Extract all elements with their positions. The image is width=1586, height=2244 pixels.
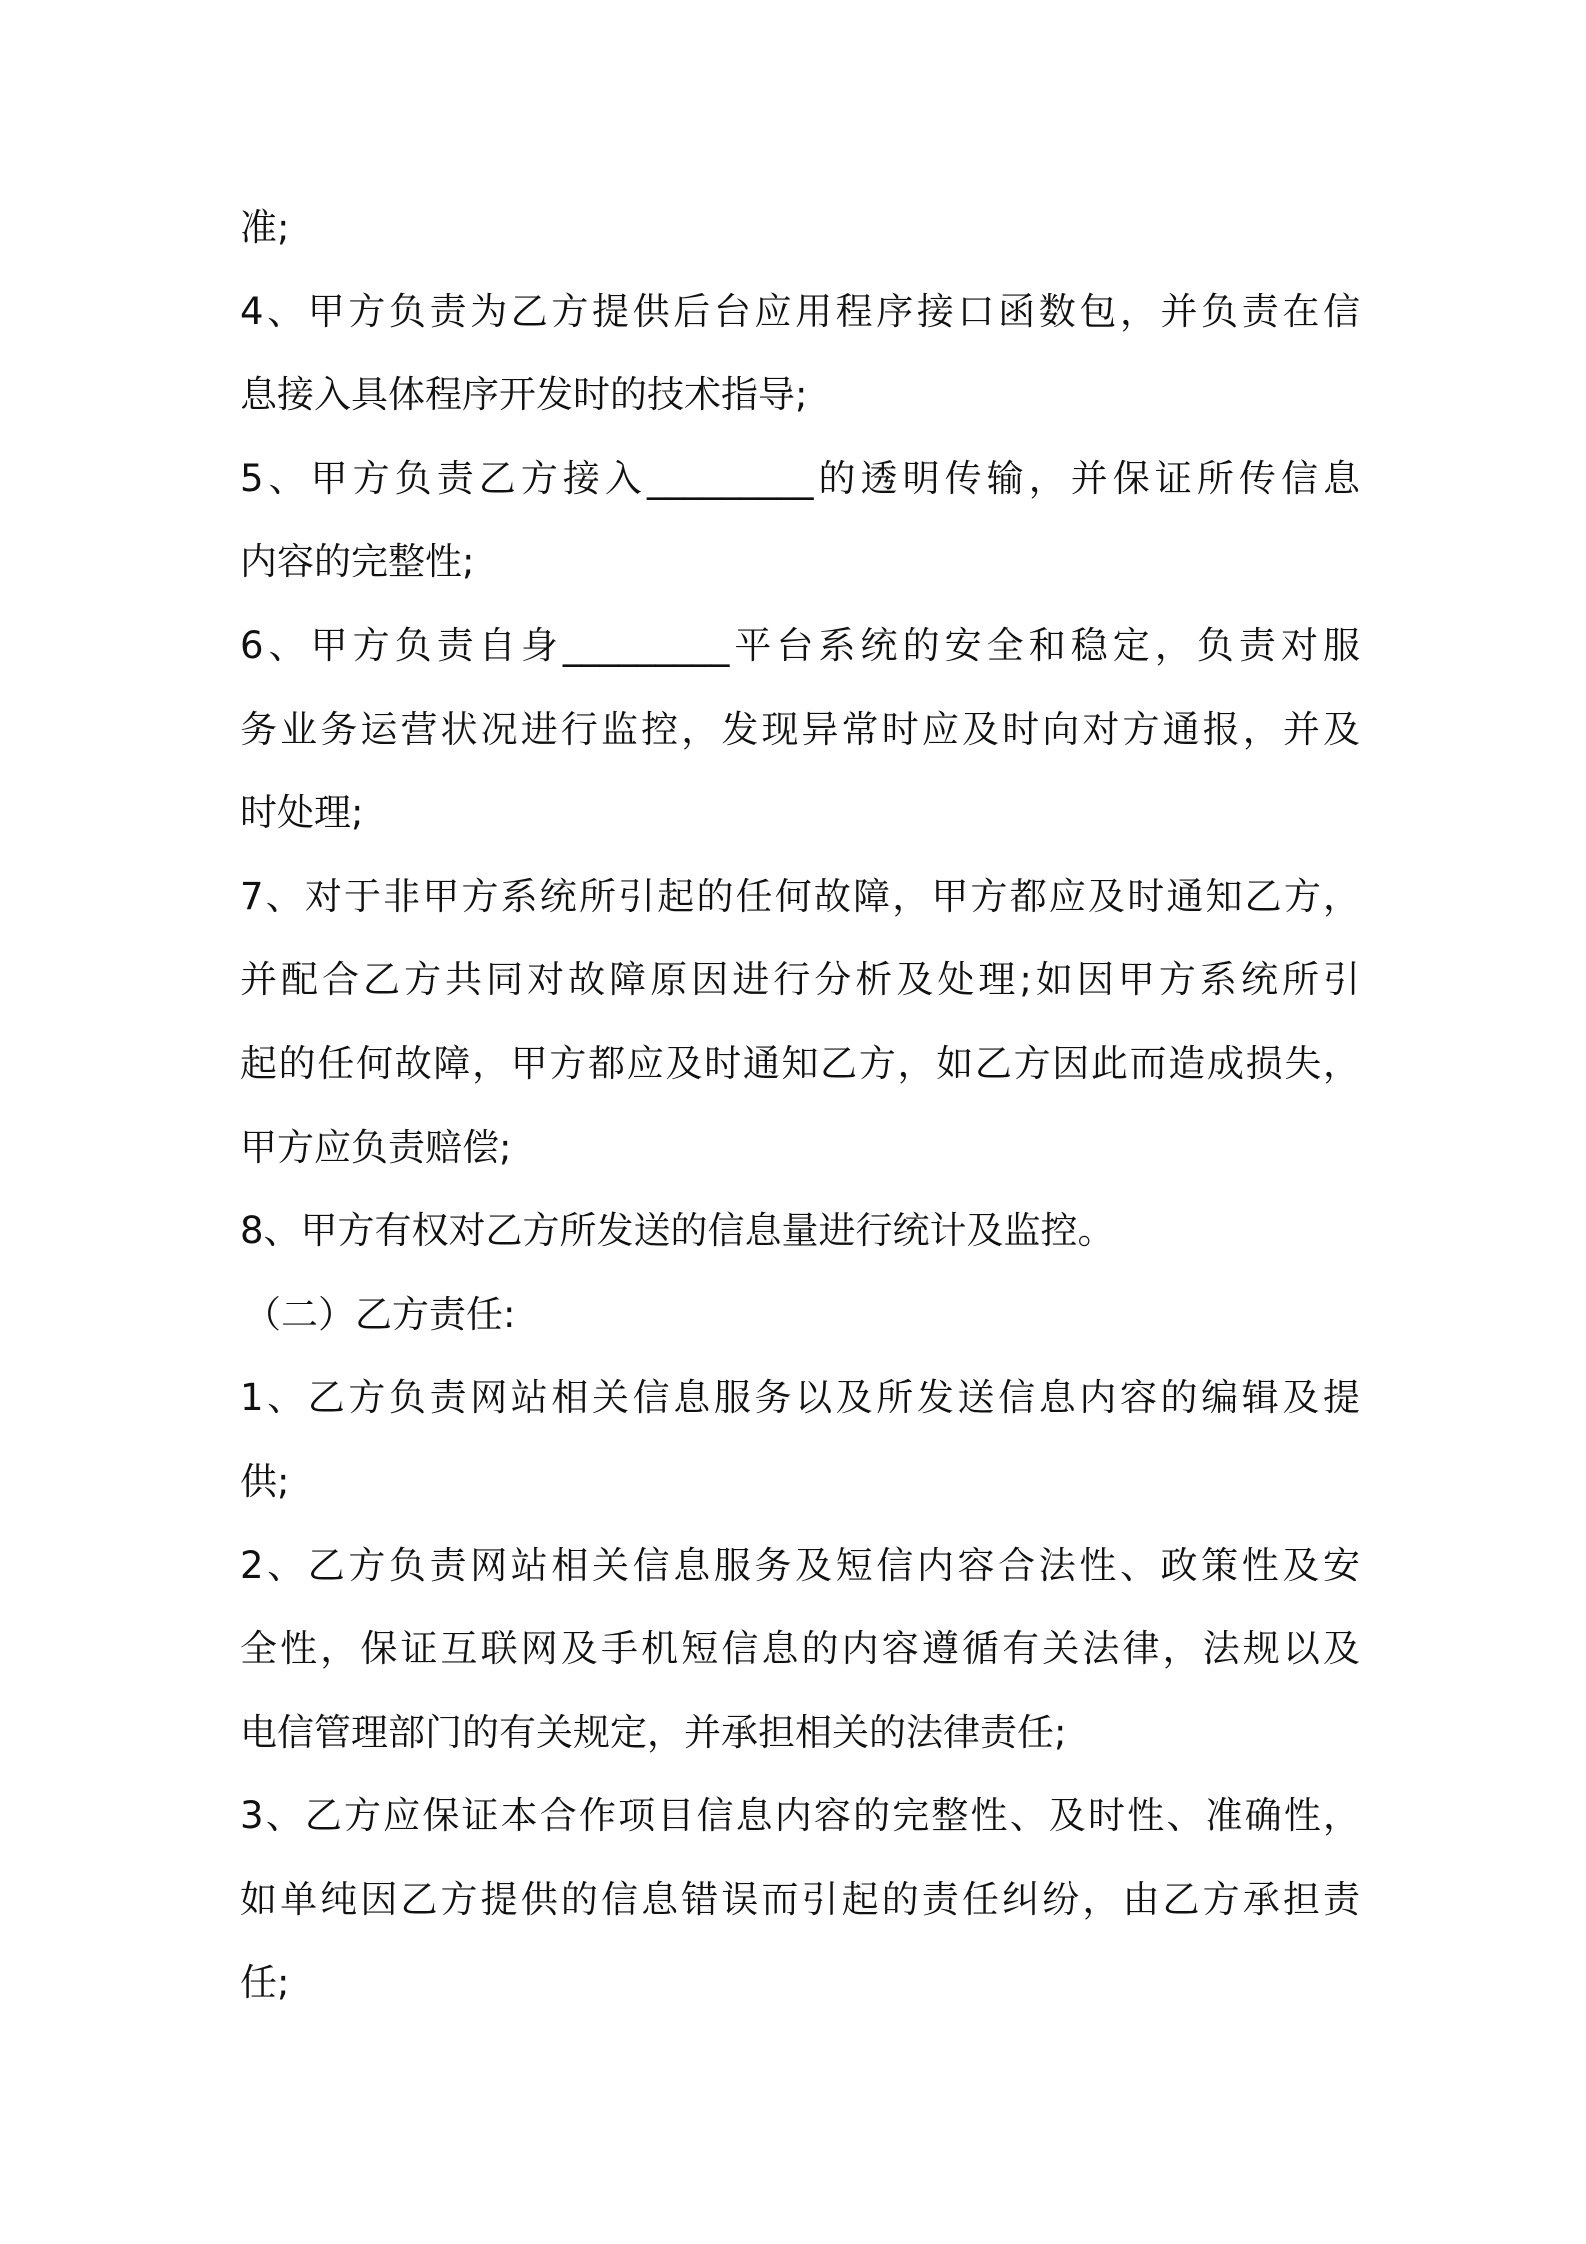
text-line: 8、甲方有权对乙方所发送的信息量进行统计及监控。 xyxy=(240,1209,1115,1253)
text-line: 息接入具体程序开发时的技术指导; xyxy=(240,373,808,417)
text-line: 时处理; xyxy=(240,791,364,835)
text-line: 并配合乙方共同对故障原因进行分析及处理;如因甲方系统所引 xyxy=(240,958,1360,1002)
section-heading: （二）乙方责任: xyxy=(244,1292,516,1336)
text-line: 内容的完整性; xyxy=(240,540,475,584)
text-line: 电信管理部门的有关规定，并承担相关的法律责任; xyxy=(240,1710,1067,1754)
text-line: 务业务运营状况进行监控，发现异常时应及时向对方通报，并及 xyxy=(240,707,1360,751)
text-line: 甲方应负责赔偿; xyxy=(240,1125,512,1169)
text-line: 6、甲方负责自身_________平台系统的安全和稳定，负责对服 xyxy=(240,623,1360,667)
text-line: 起的任何故障，甲方都应及时通知乙方，如乙方因此而造成损失， xyxy=(240,1041,1360,1085)
text-line: 4、甲方负责为乙方提供后台应用程序接口函数包，并负责在信 xyxy=(240,289,1360,333)
text-line: 5、甲方负责乙方接入_________的透明传输，并保证所传信息 xyxy=(240,456,1360,500)
text-line: 1、乙方负责网站相关信息服务以及所发送信息内容的编辑及提 xyxy=(240,1376,1360,1420)
text-line: 2、乙方负责网站相关信息服务及短信内容合法性、政策性及安 xyxy=(240,1543,1360,1587)
text-line: 如单纯因乙方提供的信息错误而引起的责任纠纷，由乙方承担责 xyxy=(240,1877,1360,1921)
text-line: 3、乙方应保证本合作项目信息内容的完整性、及时性、准确性， xyxy=(240,1794,1360,1838)
contract-text-body xyxy=(240,186,1360,2025)
text-line: 7、对于非甲方系统所引起的任何故障，甲方都应及时通知乙方， xyxy=(240,874,1360,918)
text-line: 准; xyxy=(240,206,290,249)
text-line: 全性，保证互联网及手机短信息的内容遵循有关法律，法规以及 xyxy=(240,1627,1360,1671)
text-line: 供; xyxy=(240,1459,290,1503)
text-line: 任; xyxy=(240,1961,290,2005)
